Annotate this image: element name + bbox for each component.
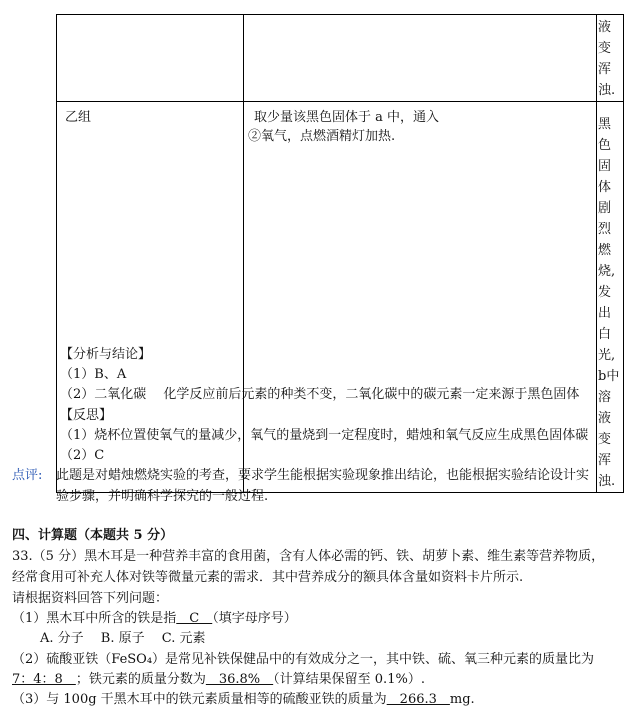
answer-blank: 7：4：8 bbox=[12, 672, 76, 687]
sub-question-text: （填字母序号） bbox=[212, 611, 297, 626]
reflection-item: （1）烧杯位置使氧气的量减少，氧气的量烧到一定程度时，蜡烛和氧气反应生成黑色固体碳 bbox=[60, 428, 589, 443]
sub-question-1 bbox=[12, 607, 297, 626]
experiment-table bbox=[56, 14, 624, 493]
section-heading: 四、计算题（本题共 5 分） bbox=[12, 528, 174, 543]
comment-label: 点评: bbox=[12, 468, 43, 483]
analysis-item: （2）二氧化碳 化学反应前后元素的种类不变，二氧化碳中的碳元素一定来源于黑色固体 bbox=[60, 387, 580, 402]
sub-question-text: mg. bbox=[449, 692, 475, 707]
sub-question-text: （计算结果保留至 0.1%）. bbox=[273, 672, 425, 687]
analysis-heading: 【分析与结论】 bbox=[60, 347, 152, 362]
analysis-item: （1）B、A bbox=[60, 367, 127, 382]
sub-question-2-answer-line bbox=[12, 668, 425, 687]
answer-blank: 266.3 bbox=[386, 692, 450, 707]
step-line: 取少量该黑色固体于 a 中，通入 bbox=[254, 110, 440, 125]
table-cell bbox=[244, 15, 597, 102]
reflection-item: （2）C bbox=[60, 448, 105, 463]
comment-text: 此题是对蜡烛燃烧实验的考查，要求学生能根据实验现象推出结论，也能根据实验结论设计实 bbox=[56, 468, 590, 483]
table-cell bbox=[57, 15, 244, 102]
question-text: 请根据资料回答下列问题： bbox=[12, 591, 169, 606]
step-description bbox=[244, 102, 596, 152]
row2-result: 黑色固体剧烈燃烧,发出白光,b中溶液变浑浊. bbox=[598, 117, 620, 489]
options-line: A. 分子 B. 原子 C. 元素 bbox=[40, 631, 206, 646]
sub-question-text: （1）黑木耳中所含的铁是指 bbox=[12, 611, 177, 626]
step-line: ②氧气，点燃酒精灯加热. bbox=[248, 129, 396, 144]
reflection-heading: 【反思】 bbox=[60, 408, 113, 423]
sub-question-3 bbox=[12, 688, 475, 707]
table-row bbox=[57, 15, 624, 102]
row1-result: 液变浑浊. bbox=[598, 20, 616, 98]
sub-question-text: ；铁元素的质量分数为 bbox=[75, 672, 206, 687]
table-cell bbox=[597, 102, 624, 493]
table-cell bbox=[597, 15, 624, 102]
comment-text: 验步骤，并明确科学探究的一般过程. bbox=[56, 489, 269, 504]
question-text: 经常食用可补充人体对铁等微量元素的需求．其中营养成分的额具体含量如资料卡片所示. bbox=[12, 570, 524, 585]
answer-blank: C bbox=[176, 611, 213, 626]
sub-question-text: （3）与 100g 干黑木耳中的铁元素质量相等的硫酸亚铁的质量为 bbox=[12, 692, 387, 707]
question-text: 33.（5 分）黑木耳是一种营养丰富的食用菌，含有人体必需的钙、铁、胡萝卜素、维生素等营养物质， bbox=[12, 549, 605, 564]
group-label: 乙组 bbox=[65, 110, 92, 125]
sub-question-2: （2）硫酸亚铁（FeSO₄）是常见补铁保健品中的有效成分之一，其中铁、硫、氧三种元素的质量比为 bbox=[12, 652, 595, 667]
answer-blank: 36.8% bbox=[205, 672, 274, 687]
